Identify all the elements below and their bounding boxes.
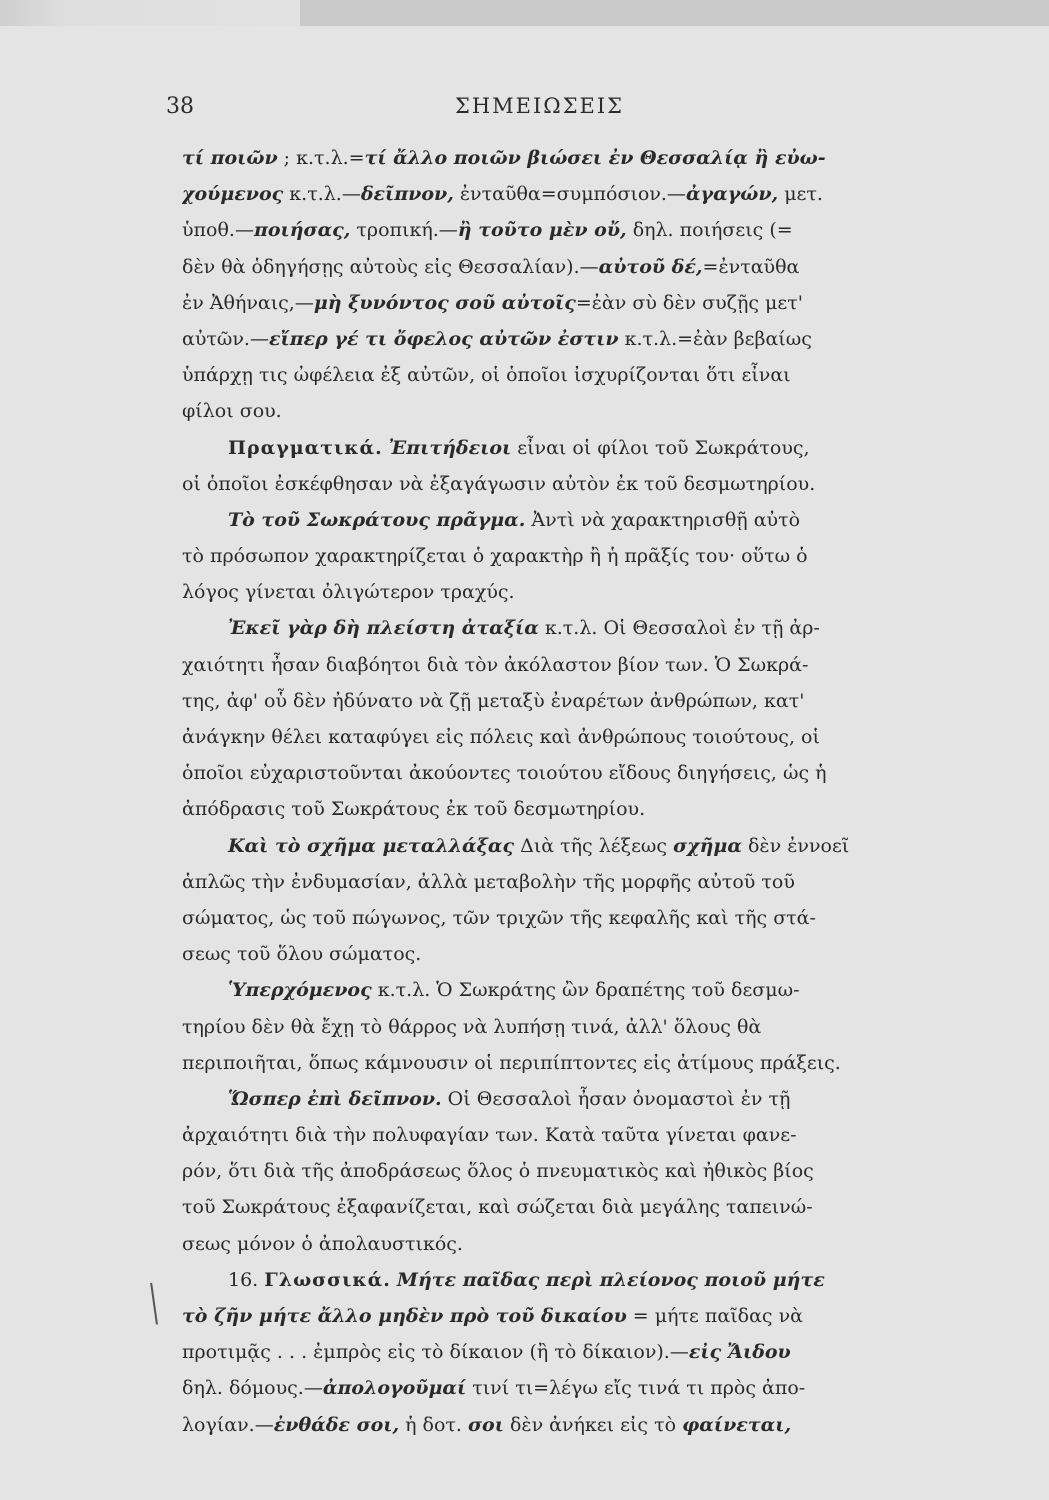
emphasized-text: Πραγματικά. xyxy=(228,436,383,459)
text-run: ; κ.τ.λ.= xyxy=(277,147,365,169)
emphasized-text: σοι xyxy=(468,1413,504,1436)
text-line xyxy=(182,1407,942,1443)
emphasized-text: τί ἄλλο ποιῶν βιώσει ἐν Θεσσαλίᾳ ἢ εὐω- xyxy=(364,147,826,169)
emphasized-text: Ἐπιτήδειοι xyxy=(388,436,512,459)
text-run: ρόν, ὅτι διὰ τῆς ἀποδράσεως ὅλος ὁ πνευματικὸς καὶ ἠθικὸς βίος xyxy=(182,1160,814,1183)
text-run: λογίαν.— xyxy=(182,1413,274,1436)
text-run: αὐτῶν.— xyxy=(182,327,269,350)
text-run: κ.τ.λ.=ἐὰν βεβαίως xyxy=(618,327,812,350)
text-run: κ.τ.λ. Οἱ Θεσσαλοὶ ἐν τῇ ἀρ- xyxy=(538,617,820,640)
emphasized-text: μὴ ξυνόντος σοῦ αὐτοῖς xyxy=(313,291,576,314)
text-run: κ.τ.λ.— xyxy=(283,183,361,206)
text-line xyxy=(182,1153,942,1189)
text-run: τὸ πρόσωπον χαρακτηρίζεται ὁ χαρακτὴρ ἢ ἡ πρᾶξίς του· οὕτω ὁ xyxy=(182,545,808,568)
text-line xyxy=(182,249,942,285)
text-line xyxy=(182,393,942,429)
text-line xyxy=(182,538,942,574)
text-run: προτιμᾷς . . . ἐμπρὸς εἰς τὸ δίκαιον (ἢ τὸ δίκαιον).— xyxy=(182,1341,689,1364)
text-line xyxy=(182,791,942,827)
text-run: ὑποθ.— xyxy=(182,219,254,242)
emphasized-text: ποιήσας, xyxy=(253,219,351,242)
text-line xyxy=(182,1081,942,1117)
text-run: =ἐνταῦθα xyxy=(702,255,800,278)
emphasized-text: τί ποιῶν xyxy=(182,147,278,169)
text-line xyxy=(182,466,942,502)
text-run: λόγος γίνεται ὀλιγώτερον τραχύς. xyxy=(182,581,515,604)
text-run: εἶναι οἱ φίλοι τοῦ Σωκράτους, xyxy=(511,436,810,459)
text-line xyxy=(182,1009,942,1045)
text-run: μετ. xyxy=(778,183,823,206)
text-run: δὲν ἀνήκει εἰς τὸ xyxy=(503,1413,683,1436)
text-run: ἐν Ἀθήναις,— xyxy=(182,291,314,314)
text-run: τροπική.— xyxy=(350,219,458,242)
emphasized-text: Τὸ τοῦ Σωκράτους πρᾶγμα. xyxy=(228,508,526,531)
text-run: σεως μόνον ὁ ἀπολαυστικός. xyxy=(182,1232,463,1255)
text-line xyxy=(182,140,942,176)
text-line xyxy=(182,683,942,719)
emphasized-text: Ὑπερχόμενος xyxy=(228,979,372,1002)
text-run: οἱ ὁποῖοι ἐσκέφθησαν νὰ ἐξαγάγωσιν αὐτὸν ἐκ τοῦ δεσμωτηρίου. xyxy=(182,472,816,495)
emphasized-text: τὸ ζῆν μήτε ἄλλο μηδὲν πρὸ τοῦ δικαίου xyxy=(182,1305,627,1327)
emphasized-text: φαίνεται, xyxy=(682,1413,792,1436)
text-line xyxy=(182,502,942,538)
text-line xyxy=(182,430,942,466)
text-line xyxy=(182,972,942,1008)
text-line xyxy=(182,1117,942,1153)
text-line xyxy=(182,864,942,900)
text-run: τοῦ Σωκράτους ἐξαφανίζεται, καὶ σώζεται διὰ μεγάλης ταπεινώ- xyxy=(182,1196,813,1219)
text-line xyxy=(182,647,942,683)
text-line xyxy=(182,1226,942,1262)
emphasized-text: ἀγαγών, xyxy=(685,183,779,206)
text-run: της, ἀφ' οὗ δὲν ἠδύνατο νὰ ζῇ μεταξὺ ἐναρέτων ἀνθρώπων, κατ' xyxy=(182,689,805,712)
text-run: Οἱ Θεσσαλοὶ ἦσαν ὀνομαστοὶ ἐν τῇ xyxy=(441,1087,791,1110)
text-line xyxy=(182,936,942,972)
text-line xyxy=(182,1045,942,1081)
text-line xyxy=(182,1334,942,1370)
emphasized-text: ἀπολογοῦμαί xyxy=(322,1377,467,1400)
running-head-title: ΣΗΜΕΙΩΣΕΙΣ xyxy=(455,94,625,118)
emphasized-text: Γλωσσικά. xyxy=(264,1268,391,1291)
emphasized-text: ἢ τοῦτο μὲν οὔ, xyxy=(457,219,627,242)
text-line xyxy=(182,719,942,755)
emphasized-text: σχῆμα xyxy=(673,834,742,857)
text-run: δηλ. ποιήσεις (= xyxy=(626,219,793,242)
text-run: Ἀντὶ νὰ χαρακτηρισθῇ αὐτὸ xyxy=(525,508,801,531)
page-number: 38 xyxy=(166,94,194,119)
text-run: ὑπάρχῃ τις ὠφέλεια ἐξ αὐτῶν, οἱ ὁποῖοι ἰσχυρίζονται ὅτι εἶναι xyxy=(182,364,791,387)
emphasized-text: αὐτοῦ δέ, xyxy=(598,255,703,278)
emphasized-text: χούμενος xyxy=(182,183,284,206)
text-run: σώματος, ὡς τοῦ πώγωνος, τῶν τριχῶν τῆς κεφαλῆς καὶ τῆς στά- xyxy=(182,906,816,929)
text-run: δὲν ἐννοεῖ xyxy=(741,834,850,857)
emphasized-text: Ὥσπερ ἐπὶ δεῖπνον. xyxy=(228,1087,442,1110)
text-line xyxy=(182,610,942,646)
emphasized-text: Ἐκεῖ γὰρ δὴ πλείστη ἀταξία xyxy=(228,617,539,640)
text-line xyxy=(182,1298,942,1334)
text-run: φίλοι σου. xyxy=(182,400,282,423)
notes-body xyxy=(182,140,942,1443)
text-run: τινί τι=λέγω εἴς τινά τι πρὸς ἀπο- xyxy=(466,1377,806,1400)
emphasized-text: Μήτε παῖδας περὶ πλείονος ποιοῦ μήτε xyxy=(396,1268,825,1291)
text-run: ἡ δοτ. xyxy=(399,1413,469,1436)
text-line xyxy=(182,574,942,610)
text-run: 16. xyxy=(228,1268,265,1291)
text-line xyxy=(182,828,942,864)
emphasized-text: δεῖπνον, xyxy=(360,183,454,206)
text-run: τηρίου δὲν θὰ ἔχῃ τὸ θάρρος νὰ λυπήσῃ τινά, ἀλλ' ὅλους θὰ xyxy=(182,1015,762,1038)
text-run: =ἐὰν σὺ δὲν συζῇς μετ' xyxy=(575,291,803,314)
text-run: ἀνάγκην θέλει καταφύγει εἰς πόλεις καὶ ἀνθρώπους τοιούτους, οἱ xyxy=(182,726,820,748)
text-run: Διὰ τῆς λέξεως xyxy=(514,834,674,857)
emphasized-text: εἴπερ γέ τι ὄφελος αὐτῶν ἐστιν xyxy=(268,327,619,350)
text-line xyxy=(182,321,942,357)
text-run: κ.τ.λ. Ὁ Σωκράτης ὢν δραπέτης τοῦ δεσμω- xyxy=(371,979,800,1002)
text-line xyxy=(182,900,942,936)
text-line xyxy=(182,212,942,248)
text-run: δηλ. δόμους.— xyxy=(182,1377,323,1400)
text-run: ἀπόδρασις τοῦ Σωκράτους ἐκ τοῦ δεσμωτηρίου. xyxy=(182,798,646,821)
text-run: ὁποῖοι εὐχαριστοῦνται ἀκούοντες τοιούτου εἴδους διηγήσεις, ὡς ἡ xyxy=(182,762,827,785)
text-run: δὲν θὰ ὁδηγήσῃς αὐτοὺς εἰς Θεσσαλίαν).— xyxy=(182,255,599,278)
text-line xyxy=(182,176,942,212)
emphasized-text: Ἄιδου xyxy=(727,1341,791,1364)
text-line xyxy=(182,1262,942,1298)
page-header xyxy=(0,94,1049,124)
emphasized-text: ἐνθάδε σοι, xyxy=(273,1413,400,1436)
text-run: = μήτε παῖδας νὰ xyxy=(626,1305,803,1327)
text-run: ἀρχαιότητι διὰ τὴν πολυφαγίαν των. Κατὰ ταῦτα γίνεται φανε- xyxy=(182,1124,797,1147)
emphasized-text: Καὶ τὸ σχῆμα μεταλλάξας xyxy=(228,834,515,857)
text-line xyxy=(182,357,942,393)
text-line xyxy=(182,1189,942,1225)
text-run: χαιότητι ἦσαν διαβόητοι διὰ τὸν ἀκόλαστον βίον των. Ὁ Σωκρά- xyxy=(182,653,809,676)
text-run: ἐνταῦθα=συμπόσιον.— xyxy=(453,183,686,206)
text-run: σεως τοῦ ὅλου σώματος. xyxy=(182,943,422,966)
text-run: ἁπλῶς τὴν ἐνδυμασίαν, ἀλλὰ μεταβολὴν τῆς μορφῆς αὐτοῦ τοῦ xyxy=(182,870,795,893)
text-line xyxy=(182,755,942,791)
emphasized-text: εἰς xyxy=(688,1341,722,1364)
text-line xyxy=(182,1370,942,1406)
text-line xyxy=(182,285,942,321)
text-run: περιποιῆται, ὅπως κάμνουσιν οἱ περιπίπτοντες εἰς ἀτίμους πράξεις. xyxy=(182,1051,841,1074)
